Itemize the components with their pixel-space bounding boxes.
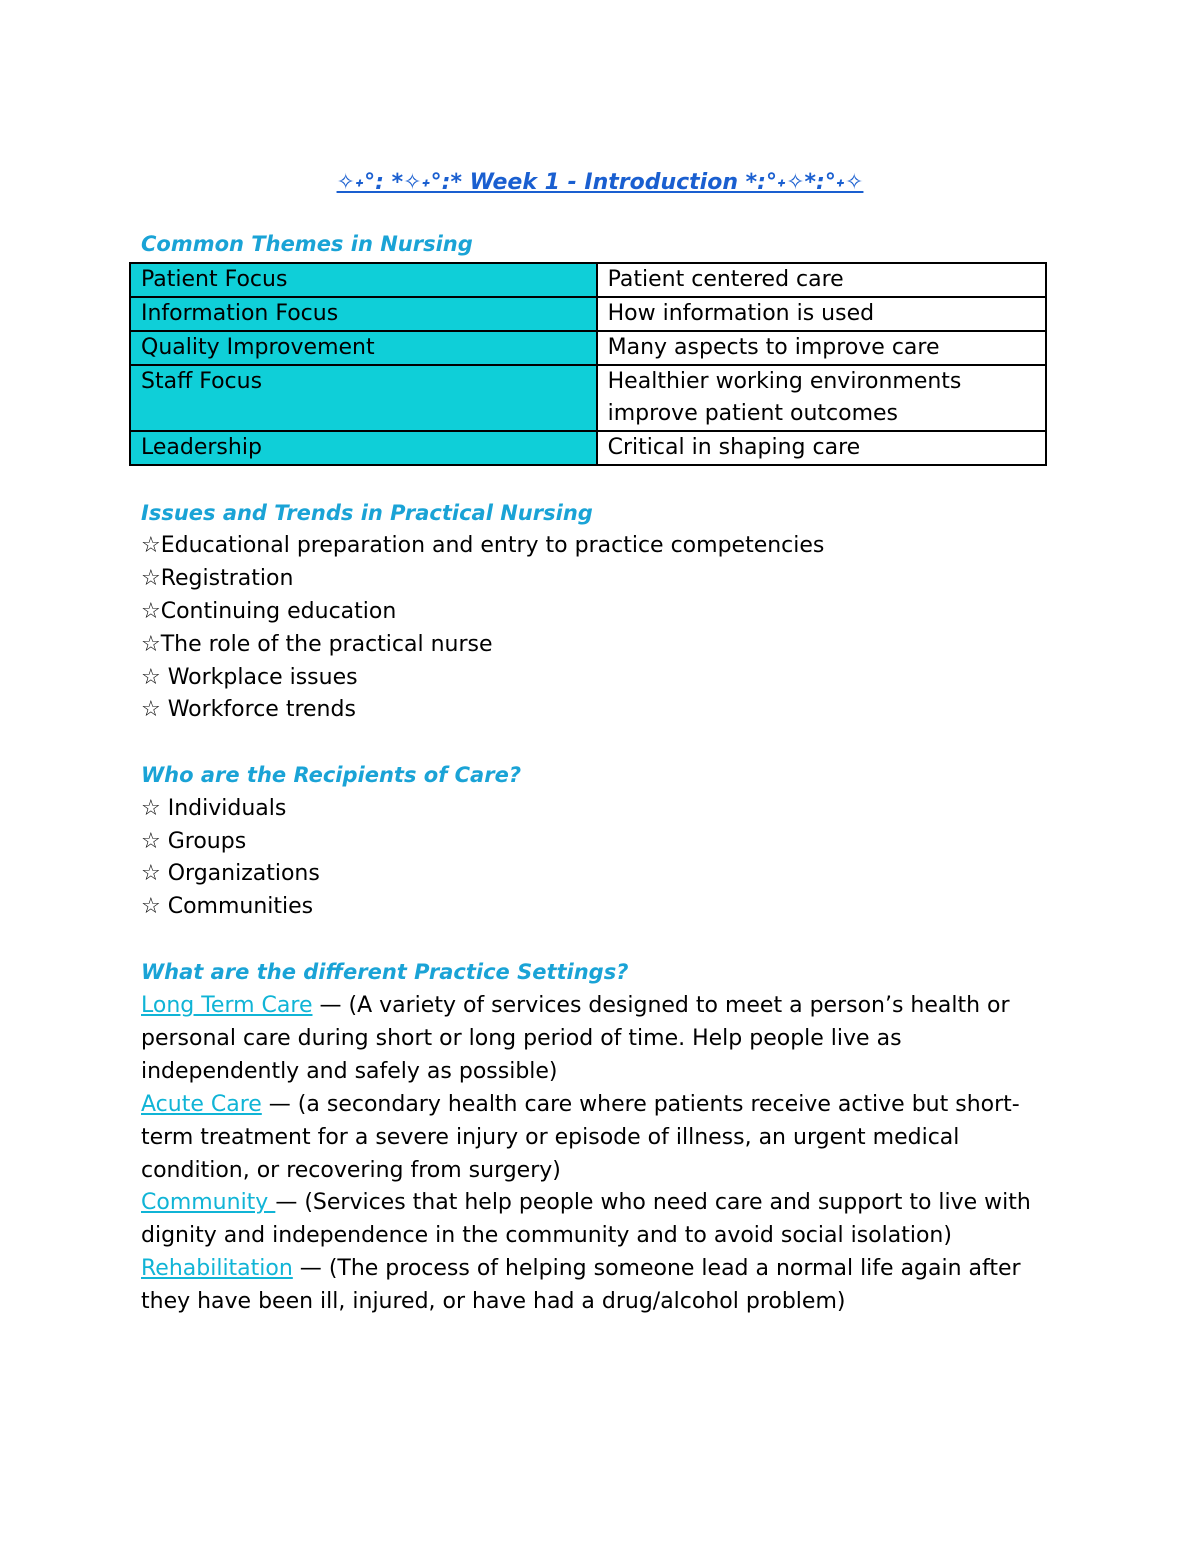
list-item: ☆ Individuals (141, 796, 287, 821)
setting-entry-rehabilitation (141, 1252, 1066, 1318)
theme-label: Information Focus (130, 297, 597, 331)
theme-label: Leadership (130, 431, 597, 465)
rehabilitation-link[interactable]: Rehabilitation (141, 1256, 293, 1281)
list-item: ☆ Groups (141, 829, 247, 854)
table-row (130, 263, 1046, 297)
issues-heading: Issues and Trends in Practical Nursing (141, 501, 593, 525)
list-item: ☆ Workplace issues (141, 665, 358, 690)
theme-description: Healthier working environments improve patient outcomes (597, 365, 1046, 431)
list-item: ☆ Communities (141, 894, 314, 919)
list-item: ☆Registration (141, 566, 294, 591)
setting-description: (Services that help people who need care and support to live with dignity and independence in the community and to avoid social isolation) (141, 1190, 1031, 1248)
themes-table (129, 262, 1047, 466)
setting-entry-long-term-care (141, 989, 1066, 1088)
setting-separator: — (275, 1190, 305, 1215)
table-row (130, 331, 1046, 365)
theme-description: Many aspects to improve care (597, 331, 1046, 365)
theme-description: Critical in shaping care (597, 431, 1046, 465)
list-item: ☆Continuing education (141, 599, 397, 624)
theme-description: How information is used (597, 297, 1046, 331)
setting-description: (The process of helping someone lead a normal life again after they have been ill, injured, or have had a drug/alcohol problem) (141, 1256, 1021, 1314)
theme-label: Patient Focus (130, 263, 597, 297)
theme-label: Quality Improvement (130, 331, 597, 365)
document-title: ✧˖°: *✧˖°:* Week 1 - Introduction *:°˖✧*:°˖✧ (336, 170, 864, 195)
setting-separator: — (261, 1092, 298, 1117)
setting-description: (A variety of services designed to meet a person’s health or personal care during short or long period of time. Help people live as independently and safely as possible) (141, 993, 1010, 1084)
community-link[interactable]: Community (141, 1190, 276, 1215)
setting-separator: — (292, 1256, 329, 1281)
table-row (130, 297, 1046, 331)
themes-heading: Common Themes in Nursing (141, 232, 473, 256)
recipients-heading: Who are the Recipients of Care? (141, 763, 521, 787)
list-item: ☆Educational preparation and entry to practice competencies (141, 533, 825, 558)
setting-separator: — (312, 993, 349, 1018)
list-item: ☆ Workforce trends (141, 697, 356, 722)
list-item: ☆ Organizations (141, 861, 320, 886)
long-term-care-link[interactable]: Long Term Care (141, 993, 313, 1018)
table-row (130, 365, 1046, 431)
table-row (130, 431, 1046, 465)
list-item: ☆The role of the practical nurse (141, 632, 493, 657)
theme-description: Patient centered care (597, 263, 1046, 297)
setting-description: (a secondary health care where patients receive active but short-term treatment for a severe injury or episode of illness, an urgent medical condition, or recovering from surgery) (141, 1092, 1020, 1183)
acute-care-link[interactable]: Acute Care (141, 1092, 262, 1117)
setting-entry-acute-care (141, 1088, 1066, 1187)
setting-entry-community (141, 1186, 1066, 1252)
theme-label: Staff Focus (130, 365, 597, 431)
settings-heading: What are the different Practice Settings? (141, 960, 629, 984)
